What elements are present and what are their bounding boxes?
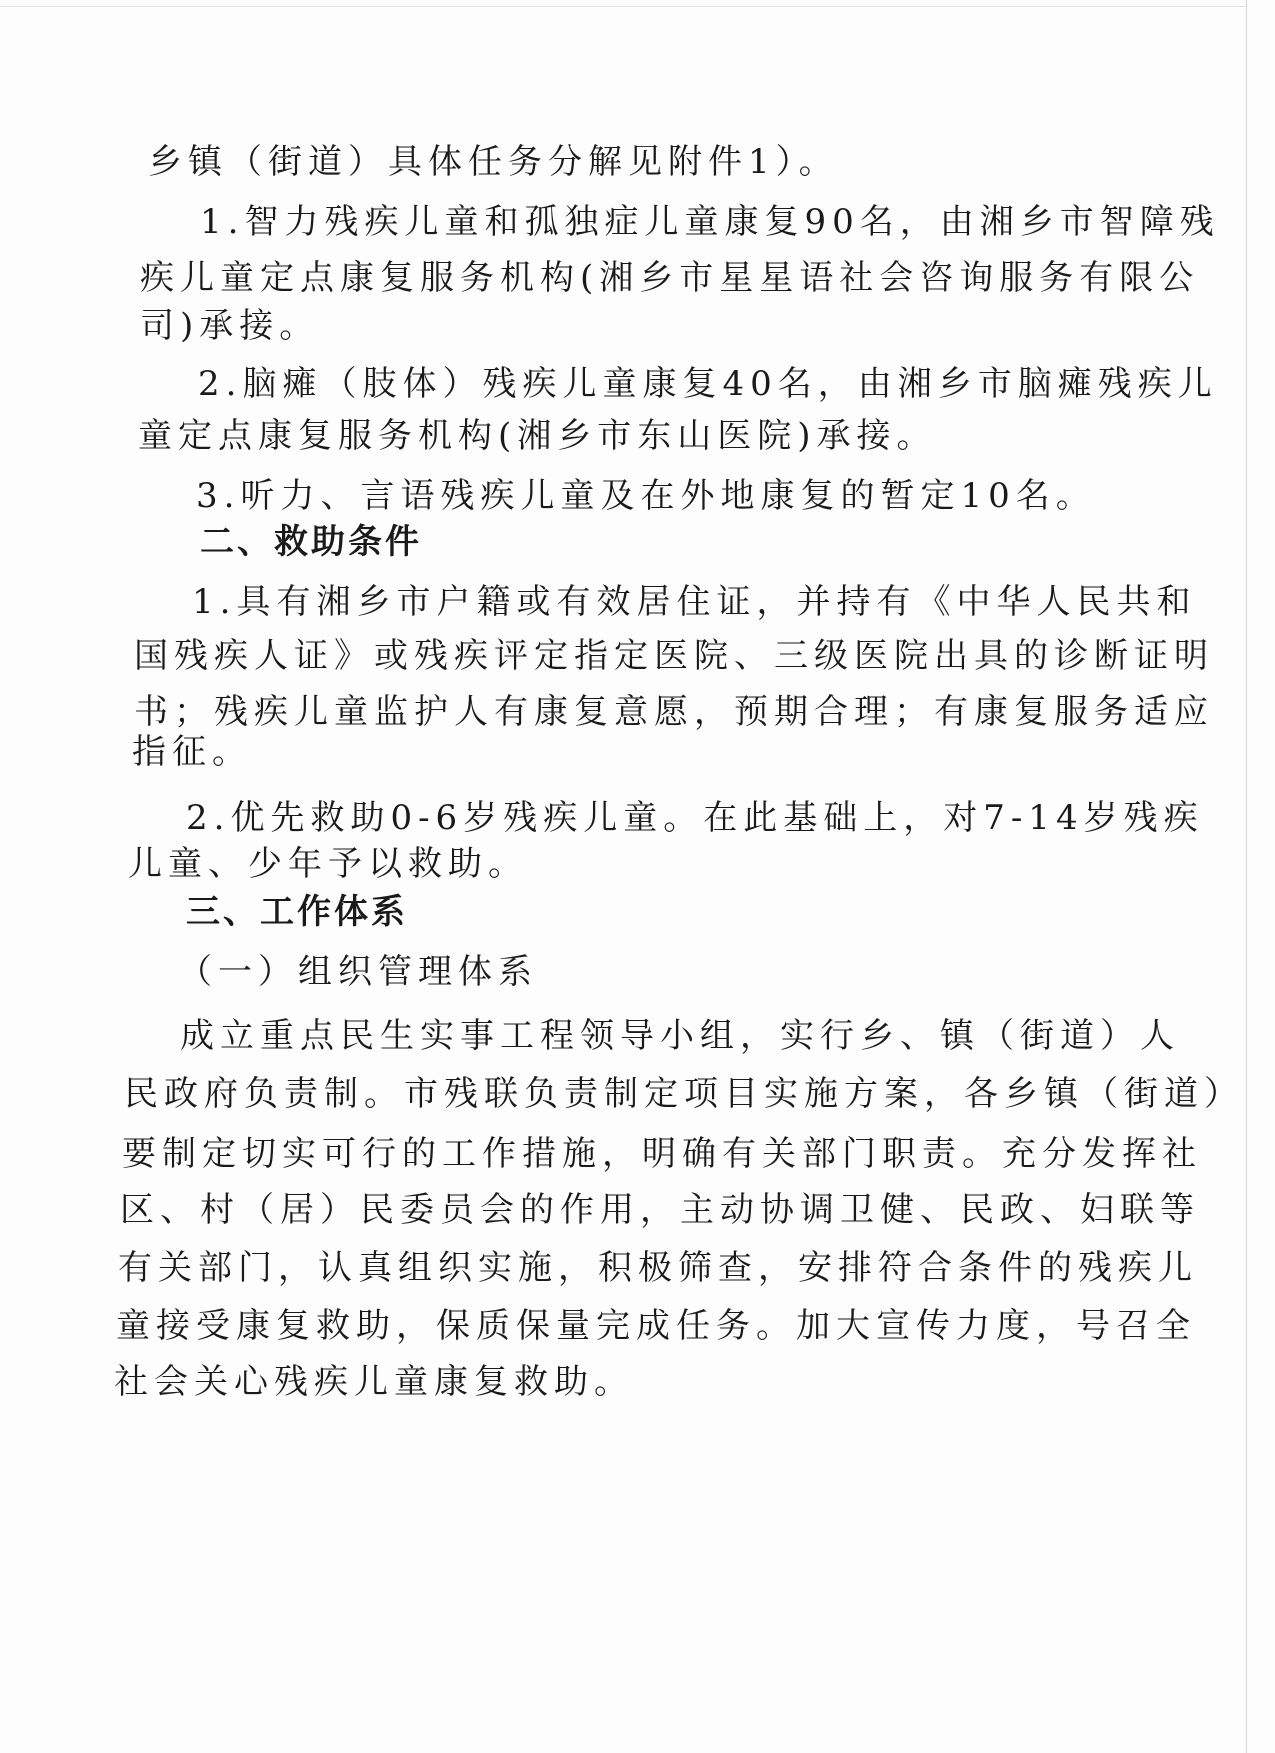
text-line: 乡镇（街道）具体任务分解见附件1）。 <box>148 142 839 182</box>
text-line: 指征。 <box>132 732 252 772</box>
text-line: 童接受康复救助，保质保量完成任务。加大宣传力度，号召全 <box>116 1306 1196 1346</box>
text-line: 社会关心残疾儿童康复救助。 <box>114 1362 634 1402</box>
text-line: 2.脑瘫（肢体）残疾儿童康复40名，由湘乡市脑瘫残疾儿 <box>198 364 1218 404</box>
text-line: 儿童、少年予以救助。 <box>128 844 528 884</box>
text-line: 3.听力、言语残疾儿童及在外地康复的暂定10名。 <box>196 476 1096 516</box>
text-line: 1.智力残疾儿童和孤独症儿童康复90名，由湘乡市智障残 <box>200 202 1220 242</box>
text-line: 司)承接。 <box>140 306 320 346</box>
text-line: 区、村（居）民委员会的作用，主动协调卫健、民政、妇联等 <box>120 1190 1200 1230</box>
text-line: 书；残疾儿童监护人有康复意愿，预期合理；有康复服务适应 <box>134 692 1214 732</box>
text-line: 1.具有湘乡市户籍或有效居住证，并持有《中华人民共和 <box>192 582 1197 622</box>
scan-edge-top <box>0 6 1247 7</box>
text-line: 2.优先救助0-6岁残疾儿童。在此基础上，对7-14岁残疾 <box>186 798 1204 838</box>
text-line: 童定点康复服务机构(湘乡市东山医院)承接。 <box>138 416 937 456</box>
section-heading: 三、工作体系 <box>186 892 408 932</box>
text-line: 民政府负责制。市残联负责制定项目实施方案，各乡镇（街道） <box>124 1074 1244 1114</box>
text-line: 国残疾人证》或残疾评定指定医院、三级医院出具的诊断证明 <box>134 636 1214 676</box>
text-line: 成立重点民生实事工程领导小组，实行乡、镇（街道）人 <box>180 1016 1180 1056</box>
text-line: 疾儿童定点康复服务机构(湘乡市星星语社会咨询服务有限公 <box>140 258 1200 298</box>
subsection-heading: （一）组织管理体系 <box>178 952 538 992</box>
section-heading: 二、救助条件 <box>200 522 422 562</box>
scan-edge-right <box>1246 0 1247 1753</box>
text-line: 有关部门，认真组织实施，积极筛查，安排符合条件的残疾儿 <box>118 1248 1198 1288</box>
text-line: 要制定切实可行的工作措施，明确有关部门职责。充分发挥社 <box>122 1134 1202 1174</box>
